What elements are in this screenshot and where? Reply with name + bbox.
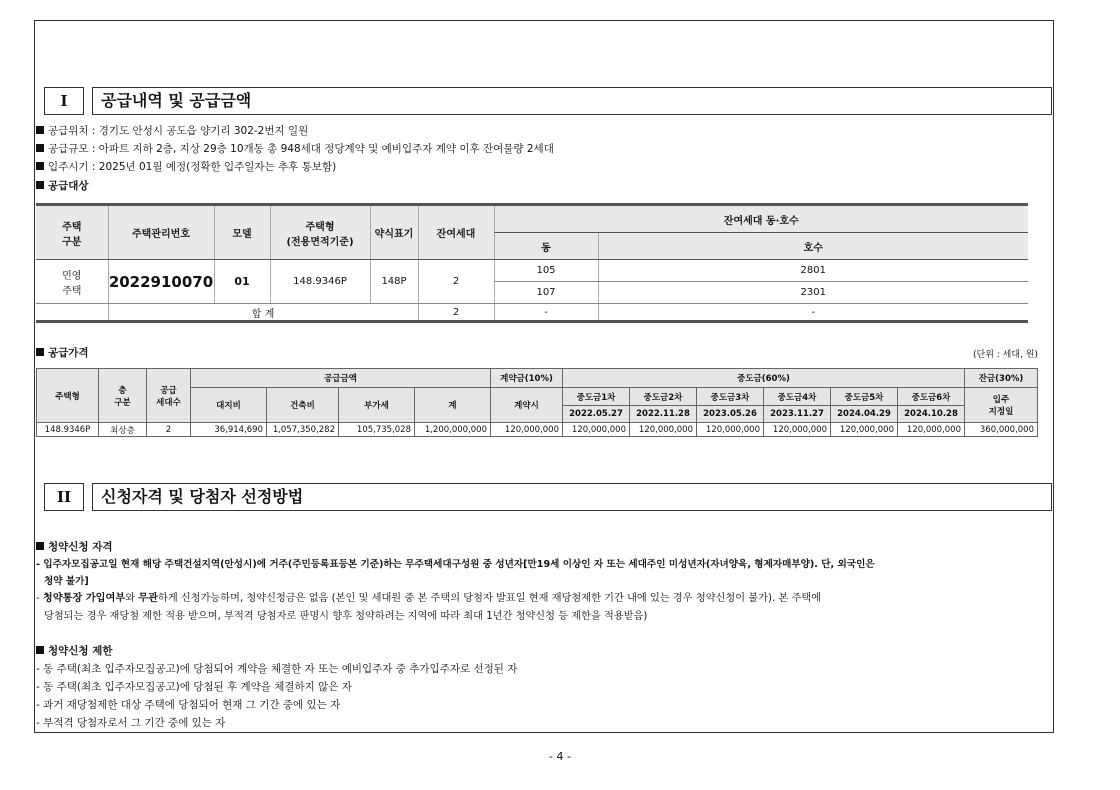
cell-ho: 2301 — [598, 282, 1028, 304]
th-mgmt-no: 주택관리번호 — [108, 205, 214, 260]
supply-target-text: 공급대상 — [48, 180, 89, 192]
restriction-item: - 동 주택(최초 입주자모집공고)에 당첨되어 계약을 체결한 자 또는 예비입주자 중 추가입주자로 선정된 자 — [36, 663, 518, 675]
ql3-c: 와 — [125, 593, 139, 604]
cell-total-remaining: 2 — [418, 304, 494, 322]
cell-model: 01 — [214, 260, 270, 304]
qualification-label-text: 청약신청 자격 — [48, 541, 113, 553]
cell-total-label: 합 계 — [108, 304, 418, 322]
th-mid-1: 중도금1차 — [563, 388, 630, 406]
th-mid-4: 중도금4차 — [764, 388, 831, 406]
section-1-header — [44, 87, 1052, 115]
cell-mid-1: 120,000,000 — [563, 423, 630, 437]
cell-balance: 360,000,000 — [965, 423, 1038, 437]
th-housing-type: 주택 구분 — [36, 205, 108, 260]
bullet-square-icon — [36, 646, 44, 654]
th-supply-amount: 공급금액 — [191, 369, 491, 388]
th-land: 대지비 — [191, 388, 267, 423]
section-1-number: I — [44, 87, 84, 115]
cell-dong: 105 — [494, 260, 598, 282]
qualification-label — [36, 540, 113, 554]
cell-total-empty — [36, 304, 108, 322]
th-floor: 층 구분 — [99, 369, 147, 423]
ql3-e: 하게 신청가능하며, 청약신청금은 없음 (본인 및 세대원 중 본 주택의 당첨자 발표일 현재 재당첨제한 기간 내에 있는 경우 청약신청이 불가). 본 주택에 — [157, 593, 822, 604]
cell-ho: 2801 — [598, 260, 1028, 282]
supply-scale-text: 공급규모 : 아파트 지하 2층, 지상 29층 10개동 총 948세대 정당계약 및 예비입주자 계약 이후 잔여물량 2세대 — [48, 143, 554, 155]
th-mid-6: 중도금6차 — [898, 388, 965, 406]
cell-build: 1,057,350,282 — [267, 423, 339, 437]
restriction-item: - 부적격 당첨자로서 그 기간 중에 있는 자 — [36, 717, 226, 729]
bullet-square-icon — [36, 126, 44, 134]
bullet-square-icon — [36, 181, 44, 189]
section-2-header — [44, 483, 1052, 511]
th-area: 주택형 (전용면적기준) — [270, 205, 370, 260]
supply-location — [36, 124, 308, 138]
movein-date — [36, 160, 336, 174]
th-balance-sub: 입주 지정일 — [965, 388, 1038, 423]
section-1-title: 공급내역 및 공급금액 — [92, 87, 1052, 115]
qualification-line-3 — [36, 592, 821, 606]
th-balance: 잔금(30%) — [965, 369, 1038, 388]
th-mid: 중도금(60%) — [563, 369, 965, 388]
th-mid-5: 중도금5차 — [831, 388, 898, 406]
restriction-label-text: 청약신청 제한 — [48, 645, 113, 657]
cell-mgmt-no: 2022910070 — [108, 260, 214, 304]
supply-price-label — [36, 346, 89, 360]
cell-land: 36,914,690 — [191, 423, 267, 437]
th-mid-date-3: 2023.05.26 — [697, 406, 764, 423]
cell-dong: 107 — [494, 282, 598, 304]
cell-mid-4: 120,000,000 — [764, 423, 831, 437]
ql3-b: 청약통장 가입여부 — [42, 593, 126, 604]
th-vat: 부가세 — [339, 388, 415, 423]
cell-housing-type: 민영 주택 — [36, 260, 108, 304]
cell-vat: 105,735,028 — [339, 423, 415, 437]
restriction-label — [36, 644, 113, 658]
th-simple: 약식표기 — [370, 205, 418, 260]
cell-sum: 1,200,000,000 — [415, 423, 491, 437]
cell-mid-5: 120,000,000 — [831, 423, 898, 437]
th-contract: 계약금(10%) — [491, 369, 563, 388]
movein-date-text: 입주시기 : 2025년 01월 예정(정확한 입주일자는 추후 통보함) — [48, 161, 337, 173]
cell-total-ho: - — [598, 304, 1028, 322]
th-build: 건축비 — [267, 388, 339, 423]
cell-floor: 최상층 — [99, 423, 147, 437]
supply-target-label — [36, 179, 89, 193]
ql3-d: 무관 — [138, 593, 158, 604]
th-remaining-units: 잔여세대 동·호수 — [494, 205, 1028, 233]
th-mid-3: 중도금3차 — [697, 388, 764, 406]
th-mid-date-6: 2024.10.28 — [898, 406, 965, 423]
th-sum: 계 — [415, 388, 491, 423]
th-ho: 호수 — [598, 233, 1028, 260]
th-mid-2: 중도금2차 — [630, 388, 697, 406]
section-2-number: II — [44, 483, 84, 511]
cell-mid-6: 120,000,000 — [898, 423, 965, 437]
th-dong: 동 — [494, 233, 598, 260]
restriction-item: - 과거 재당첨제한 대상 주택에 당첨되어 현재 그 기간 중에 있는 자 — [36, 699, 341, 711]
cell-contract: 120,000,000 — [491, 423, 563, 437]
supply-location-text: 공급위치 : 경기도 안성시 공도읍 양기리 302-2번지 일원 — [48, 125, 309, 137]
th-mid-date-5: 2024.04.29 — [831, 406, 898, 423]
bullet-square-icon — [36, 348, 44, 356]
bullet-square-icon — [36, 144, 44, 152]
th-price-type: 주택형 — [37, 369, 99, 423]
supply-units-table — [36, 203, 1028, 323]
qualification-line-2: 청약 불가] — [44, 576, 89, 587]
cell-price-type: 148.9346P — [37, 423, 99, 437]
bullet-square-icon — [36, 162, 44, 170]
cell-mid-2: 120,000,000 — [630, 423, 697, 437]
cell-total-dong: - — [494, 304, 598, 322]
section-2-title: 신청자격 및 당첨자 선정방법 — [92, 483, 1052, 511]
th-model: 모델 — [214, 205, 270, 260]
supply-scale — [36, 142, 554, 156]
bullet-square-icon — [36, 542, 44, 550]
supply-price-table — [36, 368, 1038, 437]
ql3-a: - — [36, 593, 43, 604]
cell-count: 2 — [147, 423, 191, 437]
cell-area: 148.9346P — [270, 260, 370, 304]
cell-mid-3: 120,000,000 — [697, 423, 764, 437]
qualification-line-1: - 입주자모집공고일 현재 해당 주택건설지역(안성시)에 거주(주민등록표등본 기준)하는 무주택세대구성원 중 성년자[만19세 이상인 자 또는 세대주인 미성년자(자녀양육, 형제자매부양). 단, 외국인은 — [36, 559, 875, 570]
th-mid-date-2: 2022.11.28 — [630, 406, 697, 423]
cell-remaining: 2 — [418, 260, 494, 304]
supply-price-text: 공급가격 — [48, 347, 89, 359]
qualification-line-4: 당첨되는 경우 재당첨 제한 적용 받으며, 부적격 당첨자로 판명시 향후 청약하려는 지역에 따라 최대 1년간 청약신청 등 제한을 적용받음) — [44, 611, 648, 622]
th-count: 공급 세대수 — [147, 369, 191, 423]
price-unit: (단위 : 세대, 원) — [973, 350, 1038, 360]
th-remaining: 잔여세대 — [418, 205, 494, 260]
restriction-item: - 동 주택(최초 입주자모집공고)에 당첨된 후 계약을 체결하지 않은 자 — [36, 681, 352, 693]
page-number: - 4 - — [549, 750, 571, 763]
th-contract-sub: 계약시 — [491, 388, 563, 423]
th-mid-date-4: 2023.11.27 — [764, 406, 831, 423]
th-mid-date-1: 2022.05.27 — [563, 406, 630, 423]
cell-simple: 148P — [370, 260, 418, 304]
